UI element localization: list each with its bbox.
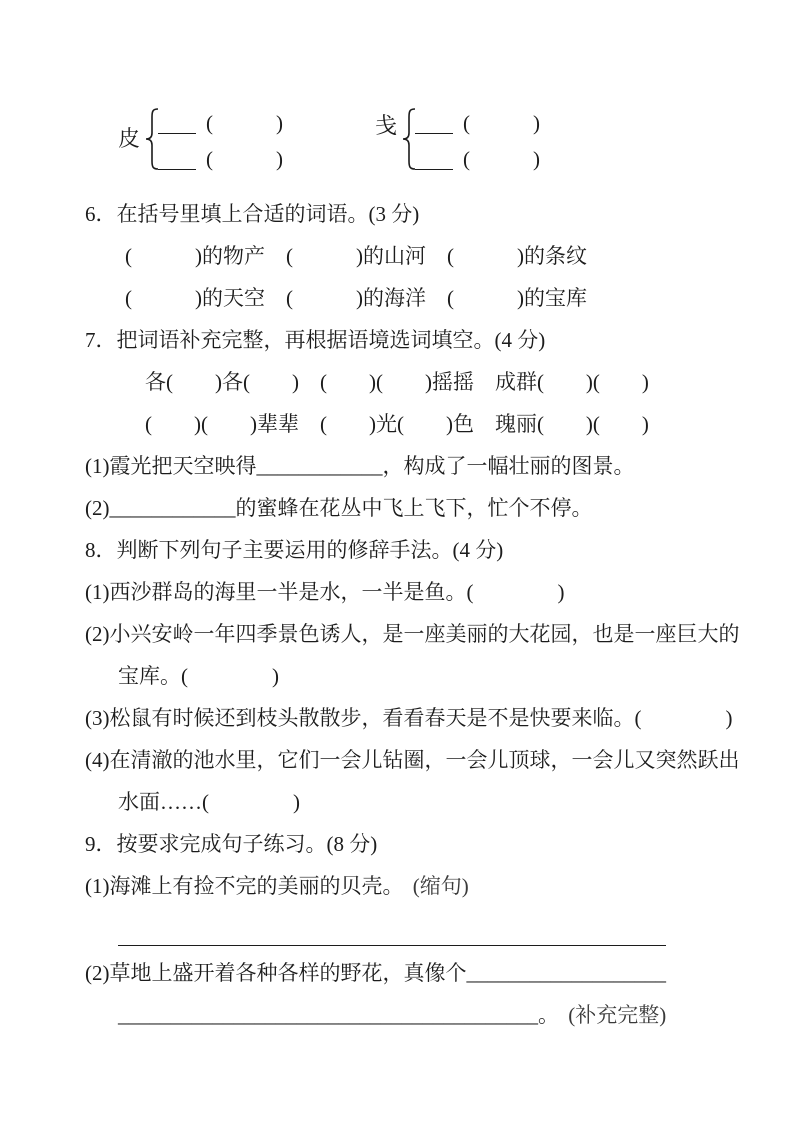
word-parentheses: ( ) <box>206 146 284 171</box>
base-character: 戋 <box>375 113 398 138</box>
character-blank-line <box>158 143 196 170</box>
character-blank-line <box>158 107 196 134</box>
char-derivation-section <box>85 97 753 181</box>
derivation-row <box>415 108 540 134</box>
q9-item-2-line-1: (2)草地上盛开着各种各样的野花，真像个___________________ <box>85 961 666 985</box>
word-parentheses: ( ) <box>463 146 541 171</box>
q8-item-4-line-1: (4)在清澈的池水里，它们一会儿钻圈，一会儿顶球，一会儿又突然跃出 <box>85 748 740 772</box>
question-7-title: 7．把词语补充完整，再根据语境选词填空。(4 分) <box>85 328 546 352</box>
q8-item-1: (1)西沙群岛的海里一半是水，一半是鱼。( ) <box>85 580 565 604</box>
base-character: 皮 <box>118 126 141 151</box>
q9-item-1-text: (1)海滩上有捡不完的美丽的贝壳。 <box>85 874 404 898</box>
q7-item-2: (2)____________的蜜蜂在花丛中飞上飞下，忙个不停。 <box>85 496 593 520</box>
question-9-title: 9．按要求完成句子练习。(8 分) <box>85 832 378 856</box>
brace-icon <box>402 107 416 171</box>
character-blank-line <box>415 107 453 134</box>
question-8-title: 8．判断下列句子主要运用的修辞手法。(4 分) <box>85 538 504 562</box>
q6-answer-row-2: ( )的天空 ( )的海洋 ( )的宝库 <box>125 286 587 310</box>
derivation-row <box>158 108 283 134</box>
word-parentheses: ( ) <box>206 110 284 135</box>
derivation-rows <box>415 108 540 170</box>
character-blank-line <box>415 143 453 170</box>
q9-item-2-line-2 <box>85 994 753 1036</box>
derivation-row <box>158 144 283 170</box>
q8-item-4-line-2: 水面……( ) <box>118 790 300 814</box>
q7-idiom-row-2: ( )( )辈辈 ( )光( )色 瑰丽( )( ) <box>145 412 649 436</box>
derivation-row <box>415 144 540 170</box>
q9-item-2-blank: ________________________________________。 <box>118 1003 559 1027</box>
char-exercise-pi <box>118 107 283 171</box>
word-parentheses: ( ) <box>463 110 541 135</box>
q7-item-1: (1)霞光把天空映得____________，构成了一幅壮丽的图景。 <box>85 454 635 478</box>
q9-item-1 <box>85 865 753 907</box>
brace-icon <box>145 107 159 171</box>
q8-item-2-line-1: (2)小兴安岭一年四季景色诱人，是一座美丽的大花园，也是一座巨大的 <box>85 622 740 646</box>
q8-item-2-line-2: 宝库。( ) <box>118 664 279 688</box>
answer-underline <box>118 929 666 946</box>
question-6-title: 6．在括号里填上合适的词语。(3 分) <box>85 202 420 226</box>
q9-item-1-note: (缩句) <box>412 874 469 898</box>
q8-item-3: (3)松鼠有时候还到枝头散散步，看看春天是不是快要来临。( ) <box>85 706 733 730</box>
q7-idiom-row-1: 各( )各( ) ( )( )摇摇 成群( )( ) <box>145 370 649 394</box>
derivation-rows <box>158 108 283 170</box>
char-exercise-jian <box>375 107 540 171</box>
q9-item-2-note: (补充完整) <box>568 1003 667 1027</box>
q6-answer-row-1: ( )的物产 ( )的山河 ( )的条纹 <box>125 244 587 268</box>
